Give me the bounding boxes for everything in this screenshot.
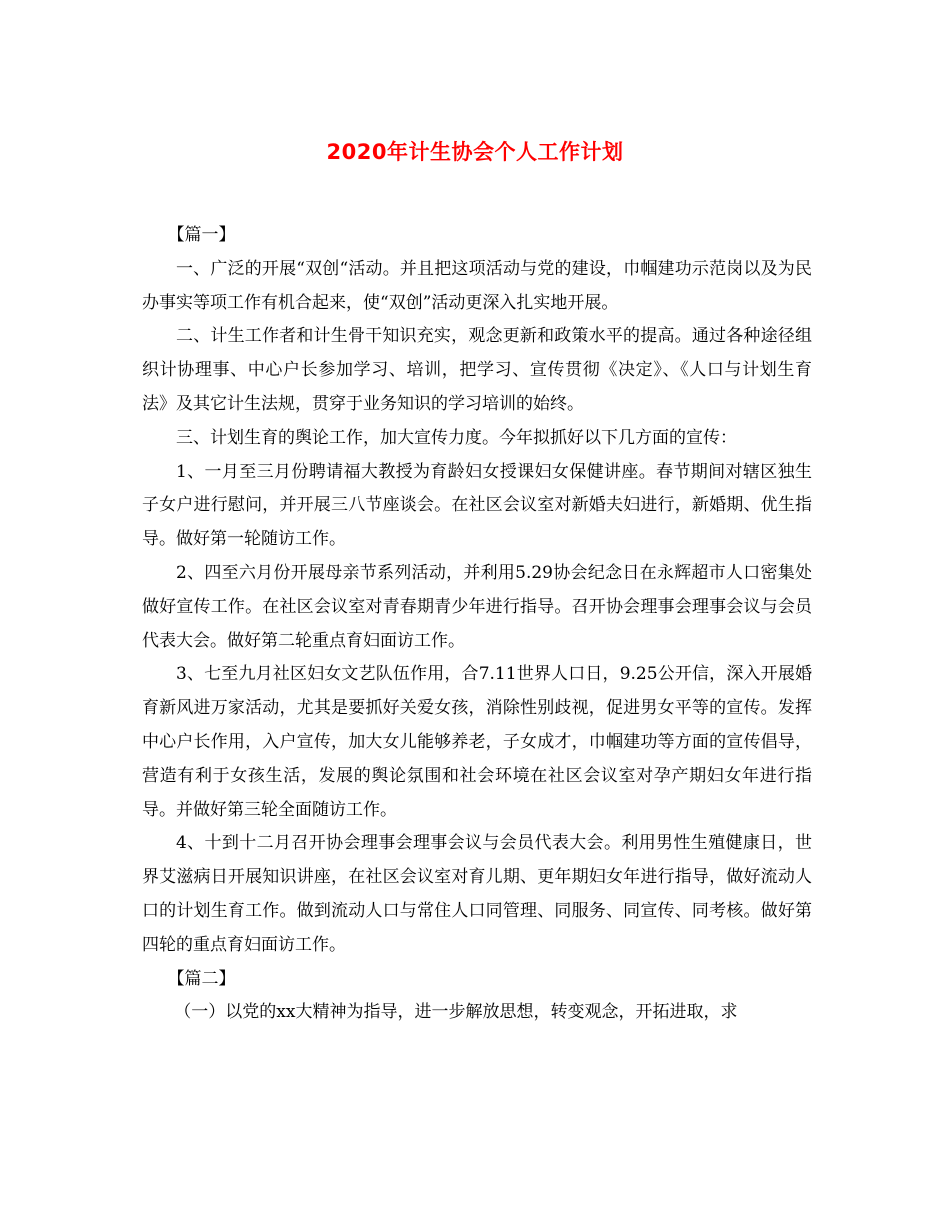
section-heading-1: 【篇一】 — [167, 225, 236, 245]
paragraph: 3、七至九月社区妇女文艺队伍作用，合7.11世界人口日，9.25公开信，深入开展婚育新风进万家活动，尤其是要抓好关爱女孩，消除性别歧视，促进男女平等的宣传。发挥中心户长作用，入户宣传，加大女儿能够养老，子女成才，巾帼建功等方面的宣传倡导，营造有利于女孩生活，发展的舆论氛围和社会环境在社区会议室对孕产期妇女年进行指导。并做好第三轮全面随访工作。 — [142, 664, 812, 820]
paragraph: 二、计生工作者和计生骨干知识充实，观念更新和政策水平的提高。通过各种途径组织计协理事、中心户长参加学习、培训，把学习、宣传贯彻《决定》、《人口与计划生育法》及其它计生法规，贯穿于业务知识的学习培训的始终。 — [142, 326, 812, 414]
page-title: 2020年计生协会个人工作计划 — [326, 140, 624, 164]
document-body — [142, 219, 812, 1030]
paragraph: （一）以党的xx大精神为指导，进一步解放思想，转变观念，开拓进取，求 — [174, 1002, 738, 1023]
paragraph: 2、四至六月份开展母亲节系列活动，并利用5.29协会纪念日在永辉超市人口密集处做好宣传工作。在社区会议室对青春期青少年进行指导。召开协会理事会理事会议与会员代表大会。做好第二轮重点育妇面访工作。 — [142, 562, 812, 651]
section-heading-2: 【篇二】 — [167, 968, 236, 989]
paragraph: 三、计划生育的舆论工作，加大宣传力度。今年拟抓好以下几方面的宣传： — [176, 427, 737, 448]
paragraph: 1、一月至三月份聘请福大教授为育龄妇女授课妇女保健讲座。春节期间对辖区独生子女户进行慰问，并开展三八节座谈会。在社区会议室对新婚夫妇进行，新婚期、优生指导。做好第一轮随访工作。 — [142, 461, 812, 550]
paragraph: 4、十到十二月召开协会理事会理事会议与会员代表大会。利用男性生殖健康日，世界艾滋病日开展知识讲座，在社区会议室对育儿期、更年期妇女年进行指导，做好流动人口的计划生育工作。做到流动人口与常住人口同管理、同服务、同宣传、同考核。做好第四轮的重点育妇面访工作。 — [142, 833, 812, 955]
paragraph: 一、广泛的开展“双创“活动。并且把这项活动与党的建设，巾帼建功示范岗以及为民办事实等项工作有机合起来，使“双创”活动更深入扎实地开展。 — [142, 258, 812, 313]
